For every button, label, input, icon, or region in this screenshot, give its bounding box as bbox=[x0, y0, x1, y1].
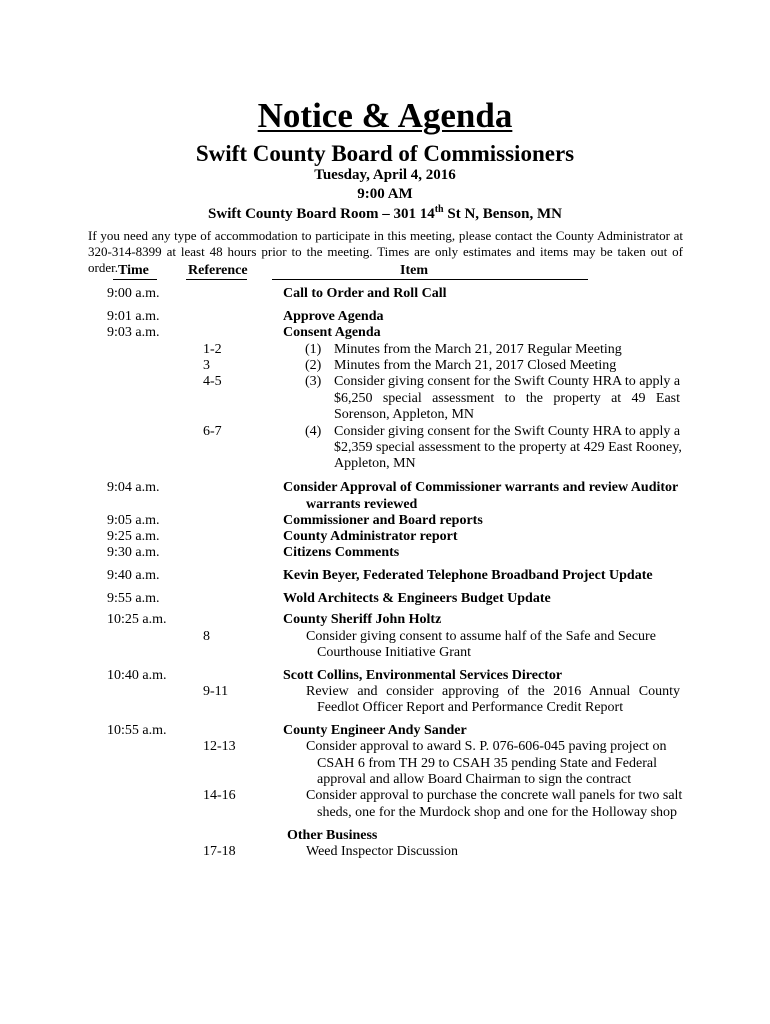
agenda-item-text: Feedlot Officer Report and Performance Credit Report bbox=[317, 700, 624, 715]
agenda-item-heading: Approve Agenda bbox=[283, 309, 384, 324]
meeting-date: Tuesday, April 4, 2016 bbox=[314, 167, 456, 183]
agenda-item-text: Courthouse Initiative Grant bbox=[317, 645, 471, 660]
meeting-time: 9:00 AM bbox=[357, 186, 413, 202]
column-header-reference: Reference bbox=[188, 263, 248, 278]
agenda-item-text: approval and allow Board Chairman to sign the contract bbox=[317, 772, 632, 787]
consent-item-text: Consider giving consent for the Swift County HRA to apply a bbox=[334, 424, 681, 439]
time-slot: 9:00 a.m. bbox=[107, 286, 160, 301]
time-slot: 9:55 a.m. bbox=[107, 591, 160, 606]
time-slot: 9:04 a.m. bbox=[107, 480, 160, 495]
agenda-item-heading: Scott Collins, Environmental Services Director bbox=[283, 668, 563, 683]
agenda-item-text: Consider approval to award S. P. 076-606-045 paving project on bbox=[306, 739, 667, 754]
consent-item-text: Consider giving consent for the Swift County HRA to apply a bbox=[334, 374, 681, 389]
agenda-item-heading: Call to Order and Roll Call bbox=[283, 286, 447, 301]
agenda-item-heading: County Engineer Andy Sander bbox=[283, 723, 467, 738]
agenda-item-text: Consider approval to purchase the concrete wall panels for two salt bbox=[306, 788, 683, 803]
agenda-item-text: Weed Inspector Discussion bbox=[306, 844, 459, 859]
accommodation-notice: If you need any type of accommodation to participate in this meeting, please contact the County Administrator at 320-314-8399 at least 48 hours prior to the meeting. Times are only estimates and items may be taken out of order. bbox=[88, 228, 683, 275]
consent-item-number: (4) bbox=[305, 424, 322, 439]
consent-item-text: Sorenson, Appleton, MN bbox=[334, 407, 474, 422]
reference-number: 9-11 bbox=[203, 684, 229, 699]
consent-item-text: $2,359 special assessment to the property at 429 East Rooney, bbox=[334, 440, 682, 455]
reference-number: 6-7 bbox=[203, 424, 222, 439]
reference-number: 12-13 bbox=[203, 739, 236, 754]
time-slot: 9:05 a.m. bbox=[107, 513, 160, 528]
time-slot: 9:30 a.m. bbox=[107, 545, 160, 560]
meeting-location: Swift County Board Room – 301 14th St N, Benson, MN bbox=[208, 204, 562, 222]
consent-item-text: Minutes from the March 21, 2017 Regular Meeting bbox=[334, 342, 622, 357]
consent-item-number: (3) bbox=[305, 374, 322, 389]
board-name: Swift County Board of Commissioners bbox=[195, 141, 575, 166]
column-header-time: Time bbox=[118, 263, 149, 278]
consent-item-number: (1) bbox=[305, 342, 322, 357]
consent-item-text: Minutes from the March 21, 2017 Closed Meeting bbox=[334, 358, 617, 373]
agenda-item-text: sheds, one for the Murdock shop and one for the Holloway shop bbox=[317, 805, 678, 820]
agenda-item-heading: Commissioner and Board reports bbox=[283, 513, 483, 528]
reference-number: 4-5 bbox=[203, 374, 222, 389]
time-slot: 10:25 a.m. bbox=[107, 612, 167, 627]
time-slot: 10:55 a.m. bbox=[107, 723, 167, 738]
time-slot: 9:40 a.m. bbox=[107, 568, 160, 583]
agenda-item-heading: warrants reviewed bbox=[306, 497, 418, 512]
time-slot: 9:03 a.m. bbox=[107, 325, 160, 340]
agenda-item-heading: Citizens Comments bbox=[283, 545, 400, 560]
reference-number: 8 bbox=[203, 629, 210, 644]
agenda-item-text: CSAH 6 from TH 29 to CSAH 35 pending State and Federal bbox=[317, 756, 657, 771]
agenda-item-text: Review and consider approving of the 2016 Annual County bbox=[306, 684, 680, 699]
agenda-item-heading: Wold Architects & Engineers Budget Update bbox=[283, 591, 551, 606]
reference-number: 17-18 bbox=[203, 844, 236, 859]
reference-number: 1-2 bbox=[203, 342, 222, 357]
agenda-item-heading: Kevin Beyer, Federated Telephone Broadband Project Update bbox=[283, 568, 653, 583]
column-header-item: Item bbox=[400, 263, 428, 278]
time-slot: 9:01 a.m. bbox=[107, 309, 160, 324]
agenda-item-heading: Consider Approval of Commissioner warrants and review Auditor bbox=[283, 480, 679, 495]
agenda-item-heading: County Sheriff John Holtz bbox=[283, 612, 442, 627]
consent-item-text: $6,250 special assessment to the property at 49 East bbox=[334, 391, 680, 406]
agenda-item-heading: Other Business bbox=[287, 828, 378, 843]
time-slot: 9:25 a.m. bbox=[107, 529, 160, 544]
agenda-item-text: Consider giving consent to assume half of the Safe and Secure bbox=[306, 629, 656, 644]
agenda-item-heading: Consent Agenda bbox=[283, 325, 381, 340]
consent-item-number: (2) bbox=[305, 358, 322, 373]
reference-number: 14-16 bbox=[203, 788, 236, 803]
reference-number: 3 bbox=[203, 358, 210, 373]
consent-item-text: Appleton, MN bbox=[334, 456, 416, 471]
page-title: Notice & Agenda bbox=[257, 96, 513, 135]
agenda-item-heading: County Administrator report bbox=[283, 529, 458, 544]
time-slot: 10:40 a.m. bbox=[107, 668, 167, 683]
